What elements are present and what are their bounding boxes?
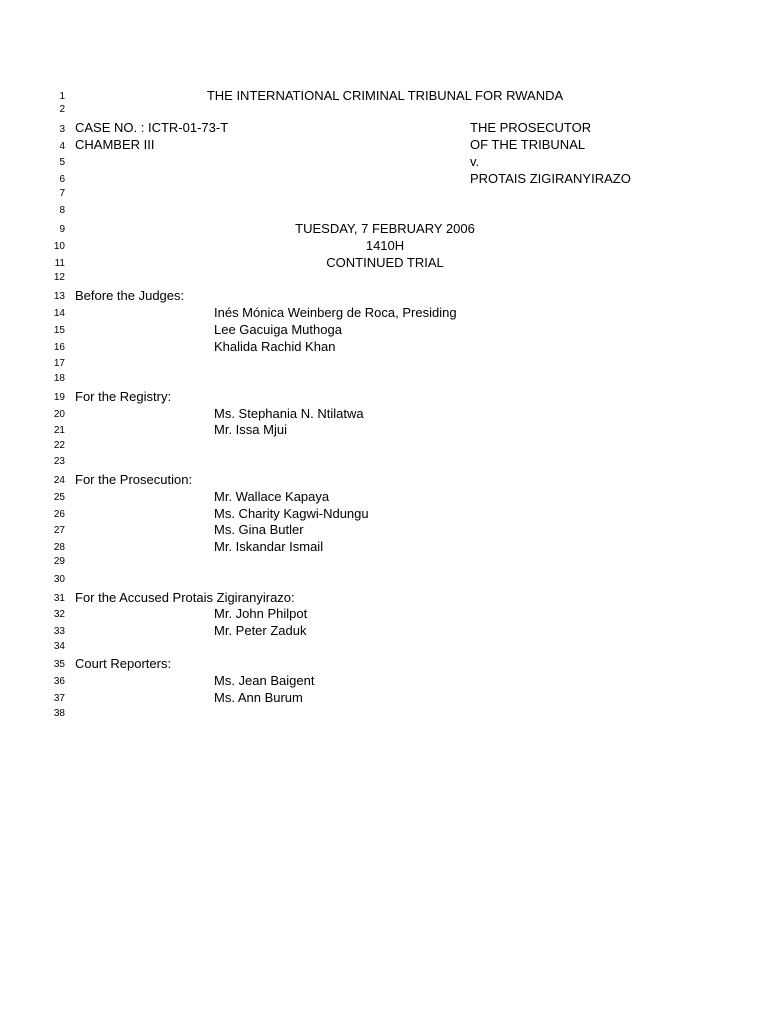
line-number: 26 xyxy=(53,509,65,520)
line-number: 18 xyxy=(53,373,65,384)
line-number: 16 xyxy=(53,342,65,353)
line-number: 7 xyxy=(59,188,65,199)
line-number: 8 xyxy=(59,205,65,216)
prosecutor-party: THE PROSECUTOR xyxy=(470,120,592,135)
line-number: 31 xyxy=(53,593,65,604)
line-number: 23 xyxy=(53,456,65,467)
registry-name: Ms. Stephania N. Ntilatwa xyxy=(214,406,364,421)
line-number: 5 xyxy=(59,157,65,168)
prosecution-name: Ms. Gina Butler xyxy=(214,522,304,537)
line-number: 9 xyxy=(59,224,65,235)
line-number: 32 xyxy=(53,609,65,620)
judge-name: Inés Mónica Weinberg de Roca, Presiding xyxy=(214,305,457,320)
line-number: 4 xyxy=(59,141,65,152)
line-number: 3 xyxy=(59,124,65,135)
line-number: 20 xyxy=(53,409,65,420)
line-number: 37 xyxy=(53,693,65,704)
judge-name: Khalida Rachid Khan xyxy=(214,339,336,354)
line-number: 29 xyxy=(53,556,65,567)
line-number: 1 xyxy=(59,91,65,102)
reporters-heading: Court Reporters: xyxy=(75,656,172,671)
line-number: 27 xyxy=(53,525,65,536)
tribunal-title: THE INTERNATIONAL CRIMINAL TRIBUNAL FOR RWANDA xyxy=(206,88,564,103)
reporter-name: Ms. Ann Burum xyxy=(214,690,303,705)
defence-name: Mr. John Philpot xyxy=(214,606,308,621)
session-time: 1410H xyxy=(365,238,405,253)
line-number: 11 xyxy=(54,258,65,269)
line-number: 17 xyxy=(53,358,65,369)
defence-name: Mr. Peter Zaduk xyxy=(214,623,307,638)
reporter-name: Ms. Jean Baigent xyxy=(214,673,315,688)
session-date: TUESDAY, 7 FEBRUARY 2006 xyxy=(295,221,475,236)
judge-name: Lee Gacuiga Muthoga xyxy=(214,322,342,337)
line-number: 36 xyxy=(53,676,65,687)
session-type: CONTINUED TRIAL xyxy=(326,255,444,270)
chamber: CHAMBER III xyxy=(75,137,155,152)
line-number: 28 xyxy=(53,542,65,553)
line-number: 25 xyxy=(53,492,65,503)
line-number: 33 xyxy=(53,626,65,637)
prosecution-name: Mr. Wallace Kapaya xyxy=(214,489,330,504)
registry-heading: For the Registry: xyxy=(75,389,172,404)
prosecution-name: Ms. Charity Kagwi-Ndungu xyxy=(214,506,369,521)
line-number: 10 xyxy=(53,241,65,252)
line-number: 13 xyxy=(53,291,65,302)
line-number: 19 xyxy=(53,392,65,403)
versus: v. xyxy=(470,154,480,169)
line-number: 14 xyxy=(53,308,65,319)
accused-party: PROTAIS ZIGIRANYIRAZO xyxy=(470,171,631,186)
line-number: 34 xyxy=(53,641,65,652)
prosecution-heading: For the Prosecution: xyxy=(75,472,193,487)
line-number: 35 xyxy=(53,659,65,670)
registry-name: Mr. Issa Mjui xyxy=(214,422,287,437)
line-number: 24 xyxy=(53,475,65,486)
line-number: 22 xyxy=(53,440,65,451)
line-number: 12 xyxy=(53,272,65,283)
defence-heading: For the Accused Protais Zigiranyirazo: xyxy=(75,590,295,605)
line-number: 38 xyxy=(53,708,65,719)
line-number: 15 xyxy=(53,325,65,336)
line-number: 30 xyxy=(53,574,65,585)
prosecution-name: Mr. Iskandar Ismail xyxy=(214,539,324,554)
line-number: 21 xyxy=(53,425,65,436)
line-number: 2 xyxy=(59,104,65,115)
prosecutor-party-cont: OF THE TRIBUNAL xyxy=(470,137,586,152)
judges-heading: Before the Judges: xyxy=(75,288,185,303)
case-number: CASE NO. : ICTR-01-73-T xyxy=(75,120,229,135)
line-number: 6 xyxy=(59,174,65,185)
